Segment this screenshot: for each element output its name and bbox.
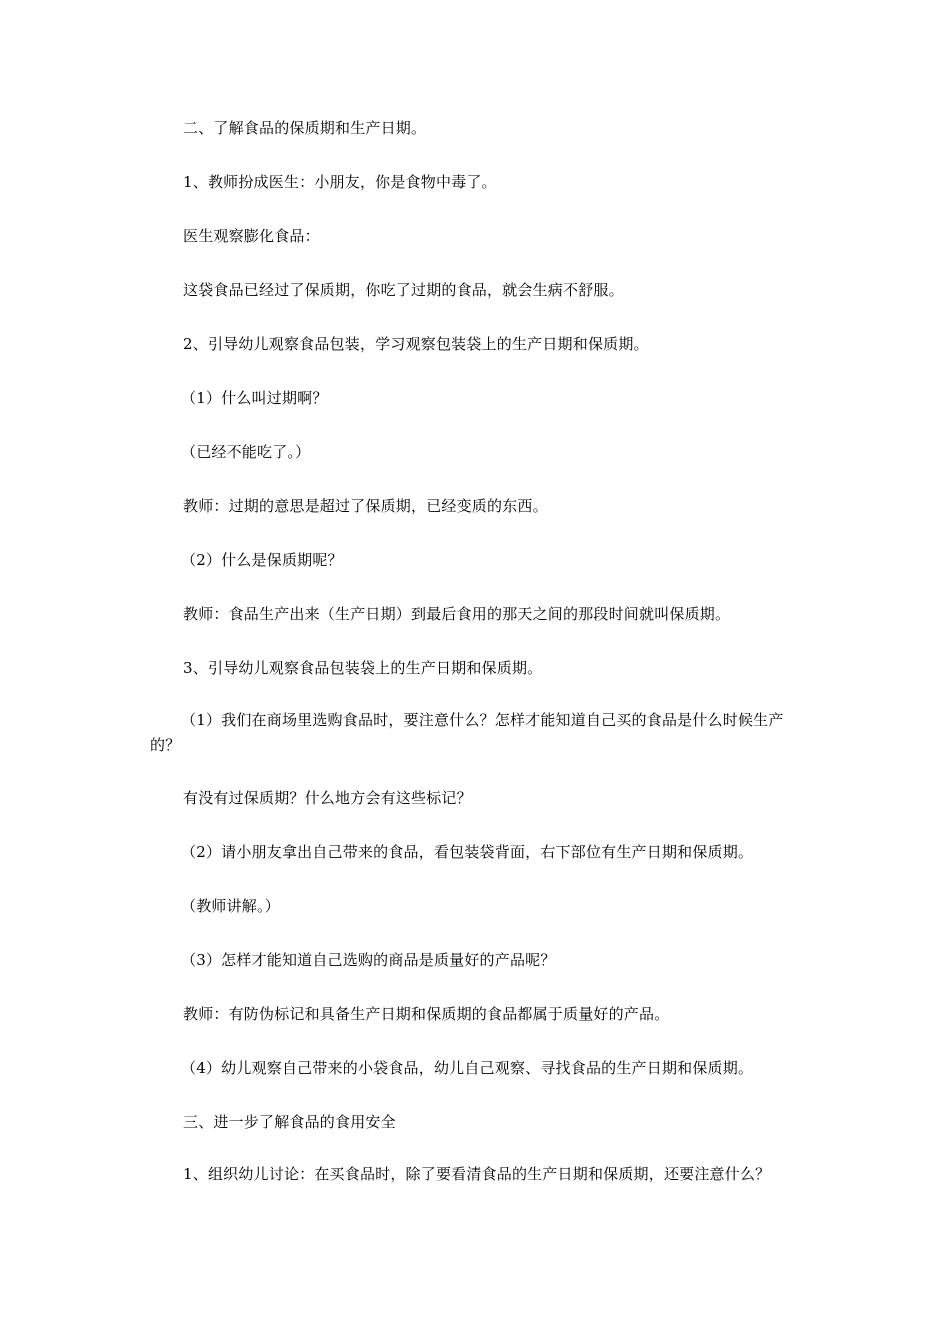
section-heading-3: 三、进一步了解食品的食用安全 bbox=[183, 1113, 396, 1131]
paragraph: 2、引导幼儿观察食品包装，学习观察包装袋上的生产日期和保质期。 bbox=[183, 335, 649, 353]
paragraph: （2）什么是保质期呢？ bbox=[181, 551, 343, 569]
paragraph: （2）请小朋友拿出自己带来的食品，看包装袋背面，右下部位有生产日期和保质期。 bbox=[181, 843, 754, 861]
paragraph: （3）怎样才能知道自己选购的商品是质量好的产品呢？ bbox=[181, 951, 556, 969]
paragraph: 有没有过保质期？什么地方会有这些标记？ bbox=[183, 789, 472, 807]
paragraph: （已经不能吃了。） bbox=[181, 443, 311, 461]
paragraph: 这袋食品已经过了保质期，你吃了过期的食品，就会生病不舒服。 bbox=[183, 281, 624, 299]
paragraph: 教师：过期的意思是超过了保质期，已经变质的东西。 bbox=[183, 497, 548, 515]
paragraph: （1）我们在商场里选购食品时，要注意什么？怎样才能知道自己买的食品是什么时候生产的？ bbox=[150, 711, 784, 754]
paragraph: 教师：食品生产出来（生产日期）到最后食用的那天之间的那段时间就叫保质期。 bbox=[183, 605, 731, 623]
paragraph: 医生观察膨化食品： bbox=[183, 227, 320, 245]
paragraph: 3、引导幼儿观察食品包装袋上的生产日期和保质期。 bbox=[183, 659, 543, 677]
paragraph: （1）什么叫过期啊？ bbox=[181, 389, 328, 407]
paragraph: （教师讲解。） bbox=[181, 897, 280, 915]
paragraph: 1、教师扮成医生：小朋友，你是食物中毒了。 bbox=[183, 173, 497, 191]
paragraph: 1、组织幼儿讨论：在买食品时，除了要看清食品的生产日期和保质期，还要注意什么？ bbox=[183, 1165, 771, 1183]
paragraph: 教师：有防伪标记和具备生产日期和保质期的食品都属于质量好的产品。 bbox=[183, 1005, 670, 1023]
section-heading-2: 二、了解食品的保质期和生产日期。 bbox=[183, 119, 427, 137]
paragraph: （4）幼儿观察自己带来的小袋食品，幼儿自己观察、寻找食品的生产日期和保质期。 bbox=[181, 1059, 754, 1077]
